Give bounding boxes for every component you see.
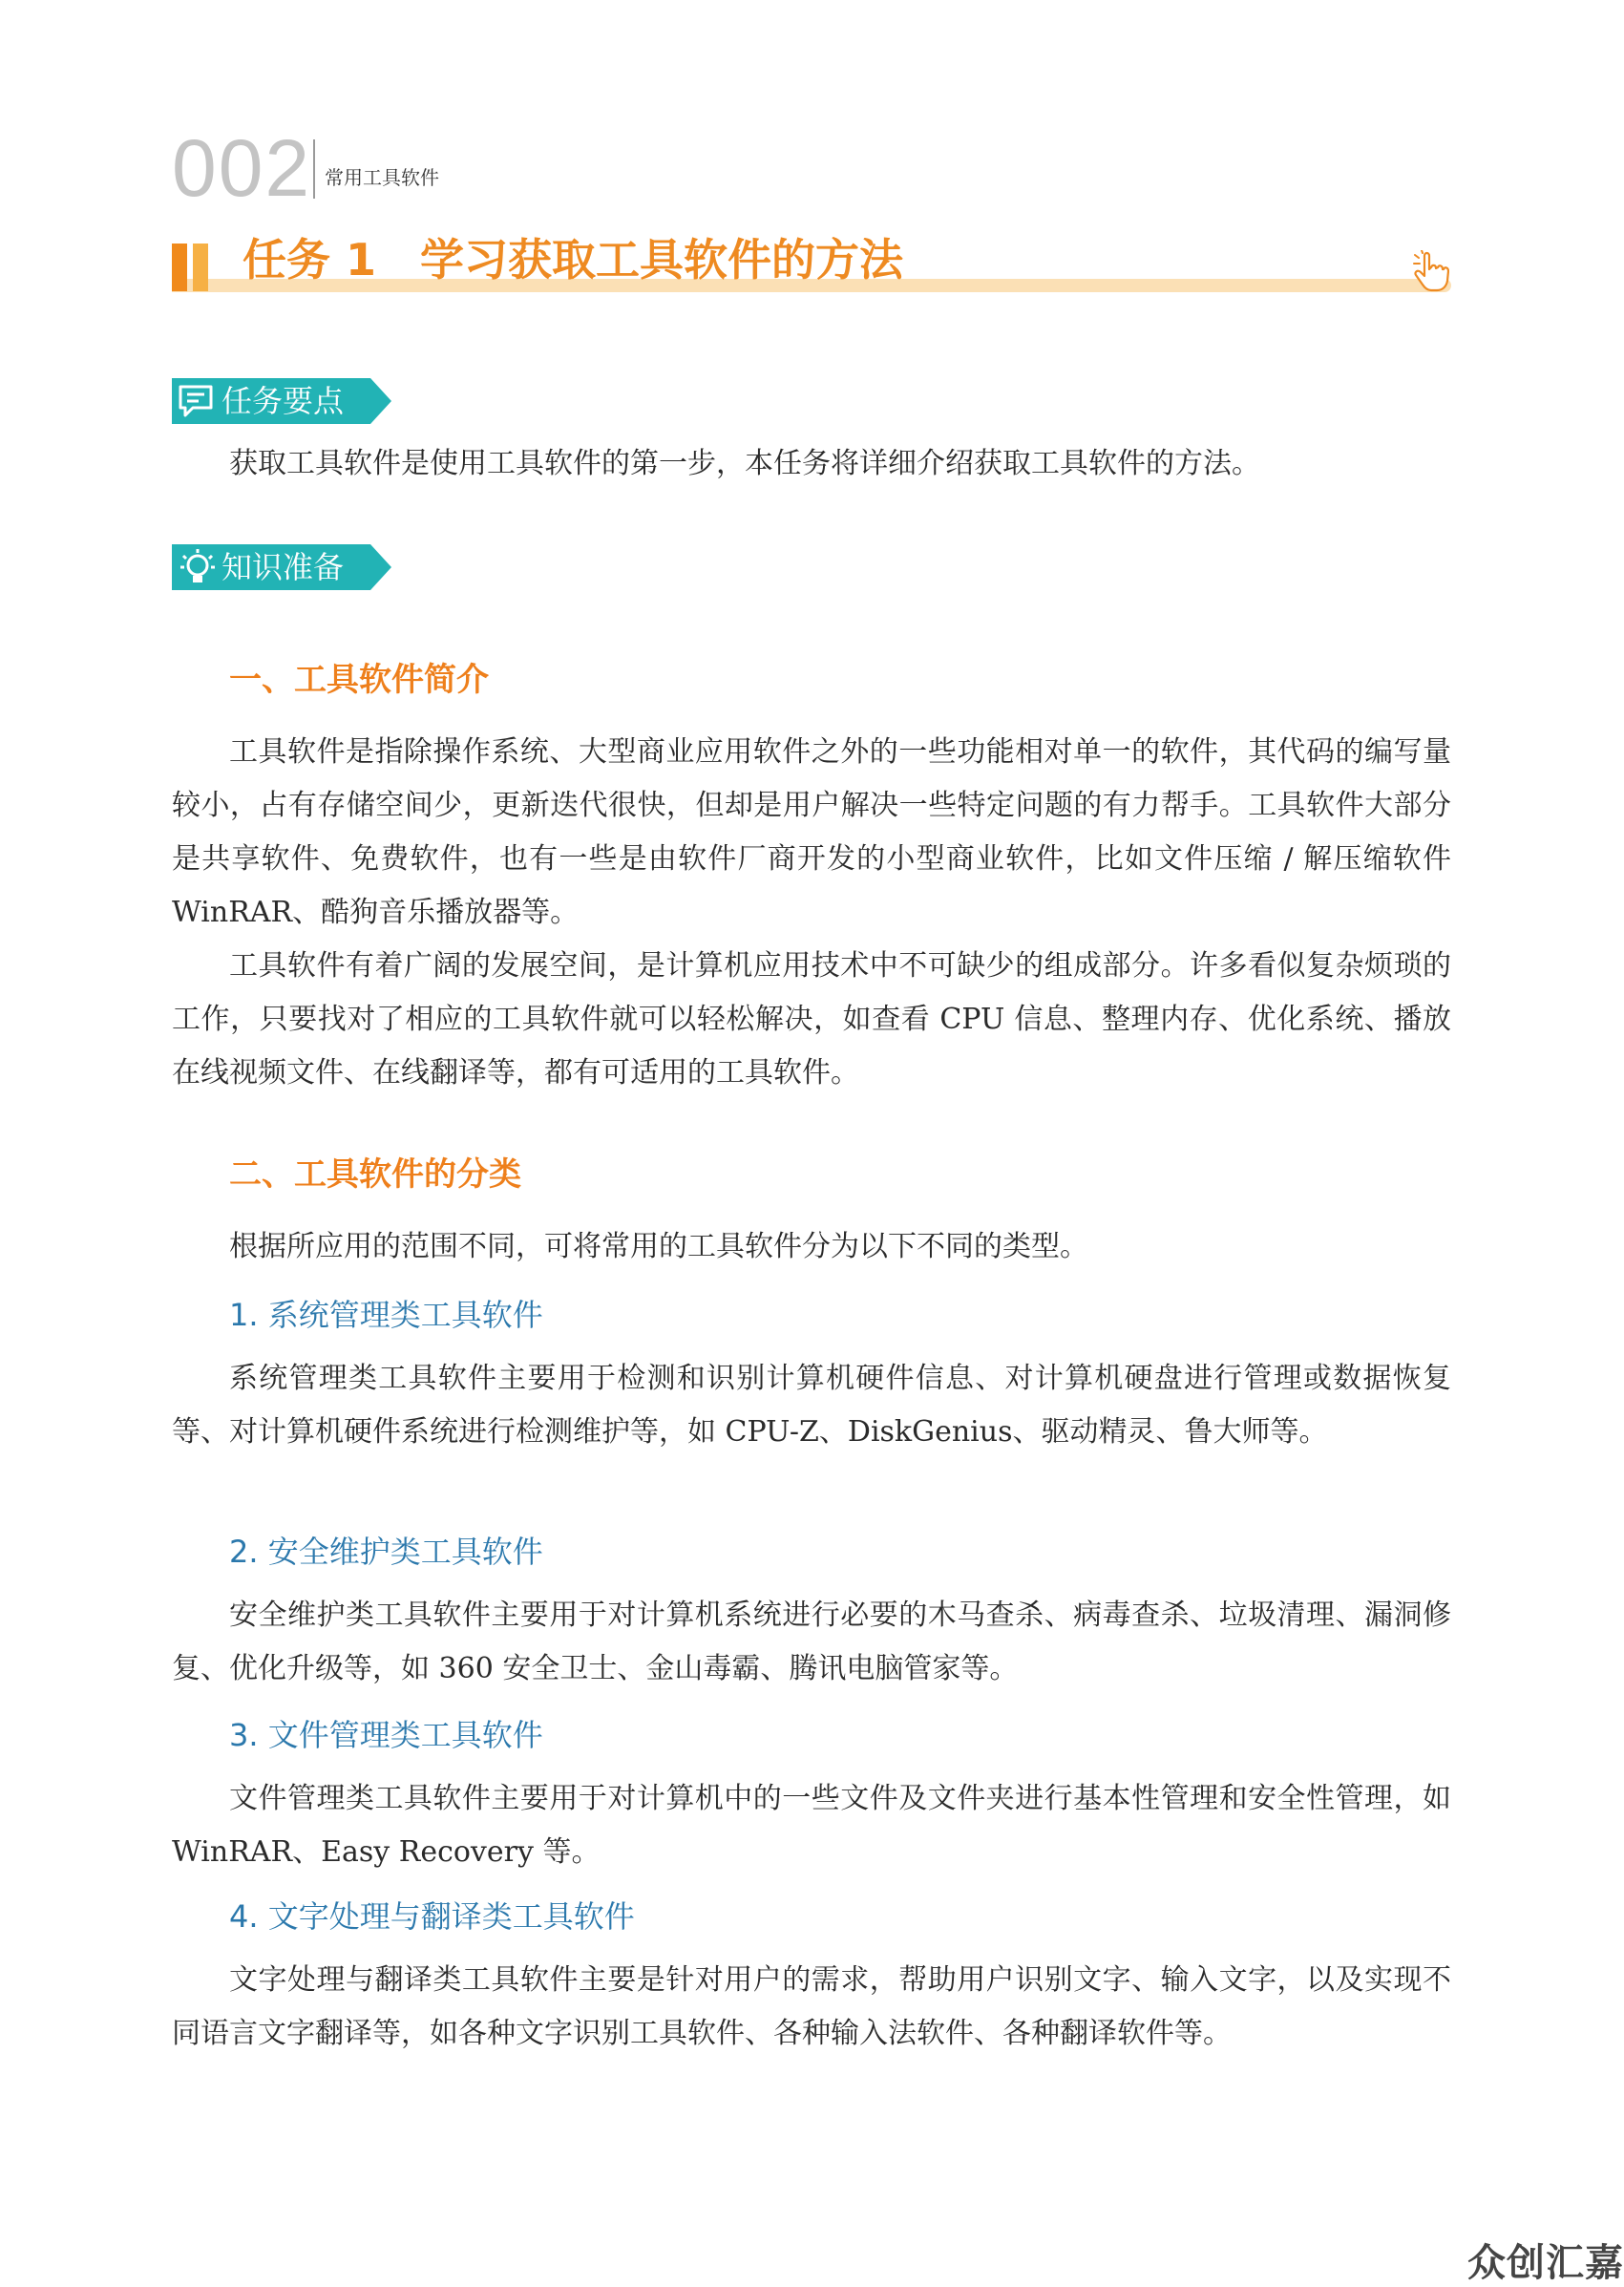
task-title: 任务 1 学习获取工具软件的方法: [243, 234, 904, 286]
section-heading: 二、工具软件的分类: [229, 1155, 521, 1194]
key-points-label: 任务要点: [221, 383, 345, 419]
hand-pointer-icon: [1411, 250, 1449, 292]
header-divider: [313, 139, 315, 199]
page-number: 002: [172, 123, 312, 213]
task-title-accent-bar: [172, 244, 187, 291]
paragraph: 文件管理类工具软件主要用于对计算机中的一些文件及文件夹进行基本性管理和安全性管理，如 WinRAR、Easy Recovery 等。: [172, 1782, 1451, 1869]
subsection-heading: 3. 文件管理类工具软件: [229, 1717, 543, 1753]
speech-bubble-icon: [178, 384, 216, 420]
key-points-text: 获取工具软件是使用工具软件的第一步，本任务将详细介绍获取工具软件的方法。: [229, 447, 1260, 480]
subsection-heading: 1. 系统管理类工具软件: [229, 1297, 543, 1333]
paragraph: 安全维护类工具软件主要用于对计算机系统进行必要的木马查杀、病毒查杀、垃圾清理、漏洞修复、优化升级等，如 360 安全卫士、金山毒霸、腾讯电脑管家等。: [172, 1599, 1451, 1685]
book-title: 常用工具软件: [325, 166, 439, 189]
knowledge-tag: [172, 544, 391, 590]
subsection-heading: 2. 安全维护类工具软件: [229, 1534, 543, 1570]
section-heading: 一、工具软件简介: [229, 661, 489, 699]
lightbulb-icon: [179, 548, 216, 586]
paragraph: 工具软件有着广阔的发展空间，是计算机应用技术中不可缺少的组成部分。许多看似复杂烦琐的工作，只要找对了相应的工具软件就可以轻松解决，如查看 CPU 信息、整理内存、优化系统、播放在线视频文件、在线翻译等，都有可适用的工具软件。: [172, 949, 1451, 1090]
key-points-tag: [172, 378, 391, 424]
paragraph: 工具软件是指除操作系统、大型商业应用软件之外的一些功能相对单一的软件，其代码的编写量较小，占有存储空间少，更新迭代很快，但却是用户解决一些特定问题的有力帮手。工具软件大部分是共享软件、免费软件，也有一些是由软件厂商开发的小型商业软件，比如文件压缩 / 解压缩软件 WinRAR、酷狗音乐播放器等。: [172, 735, 1451, 929]
watermark: 众创汇嘉: [1467, 2241, 1624, 2285]
subsection-heading: 4. 文字处理与翻译类工具软件: [229, 1898, 635, 1935]
paragraph: 根据所应用的范围不同，可将常用的工具软件分为以下不同的类型。: [229, 1230, 1088, 1263]
knowledge-label: 知识准备: [221, 549, 345, 585]
paragraph: 文字处理与翻译类工具软件主要是针对用户的需求，帮助用户识别文字、输入文字，以及实现不同语言文字翻译等，如各种文字识别工具软件、各种输入法软件、各种翻译软件等。: [172, 1963, 1451, 2050]
paragraph: 系统管理类工具软件主要用于检测和识别计算机硬件信息、对计算机硬盘进行管理或数据恢复等、对计算机硬件系统进行检测维护等，如 CPU-Z、DiskGenius、驱动精灵、鲁大师等。: [172, 1362, 1451, 1449]
task-title-accent-bar: [193, 244, 208, 291]
